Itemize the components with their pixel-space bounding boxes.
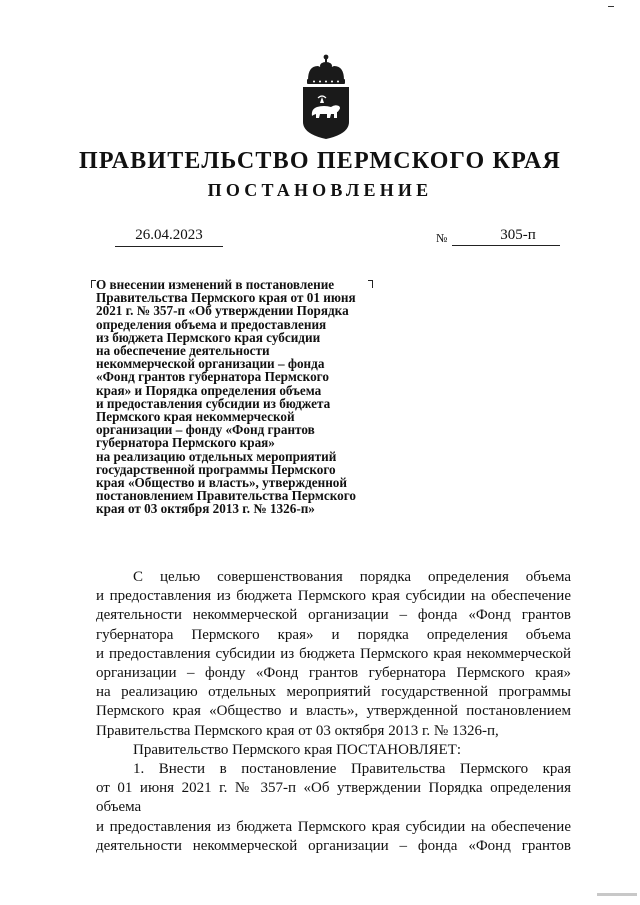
subject-line: государственной программы Пермского — [96, 461, 336, 477]
subject-line: Пермского края некоммерческой — [96, 409, 295, 425]
document-type: ПОСТАНОВЛЕНИЕ — [207, 180, 433, 200]
body-line: и предоставления из бюджета Пермского края субсидии на обеспечение — [96, 588, 571, 605]
number-underline — [452, 245, 560, 246]
scan-mark — [608, 6, 614, 7]
number-sign: № — [436, 231, 448, 245]
body-line: деятельности некоммерческой организации – фонда «Фонд грантов — [96, 607, 571, 624]
subject-line: на обеспечение деятельности — [96, 343, 270, 359]
document-date-field — [115, 226, 223, 247]
subject-line: постановлением Правительства Пермского — [96, 488, 356, 504]
body-line: Пермского края «Общество и власть», утвержденной постановлением — [96, 703, 571, 720]
document-body — [96, 568, 571, 856]
body-line: на реализацию отдельных мероприятий государственной программы — [96, 684, 571, 701]
date-underline — [115, 246, 223, 247]
subject-line: 2021 г. № 357-п «Об утверждении Порядка — [96, 303, 349, 319]
body-line: и предоставления из бюджета Пермского края субсидии на обеспечение — [96, 818, 571, 835]
body-line: 1. Внести в постановление Правительства Пермского края — [133, 761, 571, 778]
body-line: деятельности некоммерческой организации – фонда «Фонд грантов — [96, 837, 571, 854]
subject-line: и предоставления субсидии из бюджета — [96, 395, 331, 411]
document-date: 26.04.2023 — [135, 227, 203, 243]
body-line: от 01 июня 2021 г. № 357-п «Об утверждении Порядка определения объема — [96, 780, 571, 816]
subject-line: из бюджета Пермского края субсидии — [96, 329, 321, 345]
resolution-line: Правительство Пермского края ПОСТАНОВЛЯЕТ: — [133, 741, 462, 758]
subject-line: Правительства Пермского края от 01 июня — [96, 290, 356, 306]
subject-line: О внесении изменений в постановление — [96, 277, 335, 292]
subject-line: края от 03 октября 2013 г. № 1326-п» — [96, 501, 315, 517]
body-line: Правительства Пермского края от 03 октября 2013 г. № 1326-п, — [96, 722, 499, 739]
subject-line: определения объема и предоставления — [96, 316, 327, 332]
document-number: 305-п — [500, 227, 536, 243]
perm-krai-coat-of-arms-icon — [298, 54, 354, 140]
subject-line: некоммерческой организации – фонда — [96, 356, 325, 372]
subject-line: организации – фонду «Фонд грантов — [96, 422, 315, 438]
body-line: организации – фонду «Фонд грантов губернатора Пермского края» — [96, 665, 571, 682]
subject-line: на реализацию отдельных мероприятий — [96, 448, 337, 464]
document-subject — [96, 278, 416, 516]
subject-line: губернатора Пермского края» — [96, 435, 275, 451]
subject-line: «Фонд грантов губернатора Пермского — [96, 369, 329, 385]
body-line: губернатора Пермского края» и порядка определения объема — [96, 626, 571, 643]
body-line: С целью совершенствования порядка определения объема — [133, 569, 571, 585]
government-title: ПРАВИТЕЛЬСТВО ПЕРМСКОГО КРАЯ — [78, 148, 562, 174]
body-line: и предоставления субсидии из бюджета Пермского края некоммерческой — [96, 645, 571, 662]
scan-mark-bottom — [597, 893, 637, 896]
subject-line: края «Общество и власть», утвержденной — [96, 475, 347, 491]
subject-line: края» и Порядка определения объема — [96, 382, 322, 398]
